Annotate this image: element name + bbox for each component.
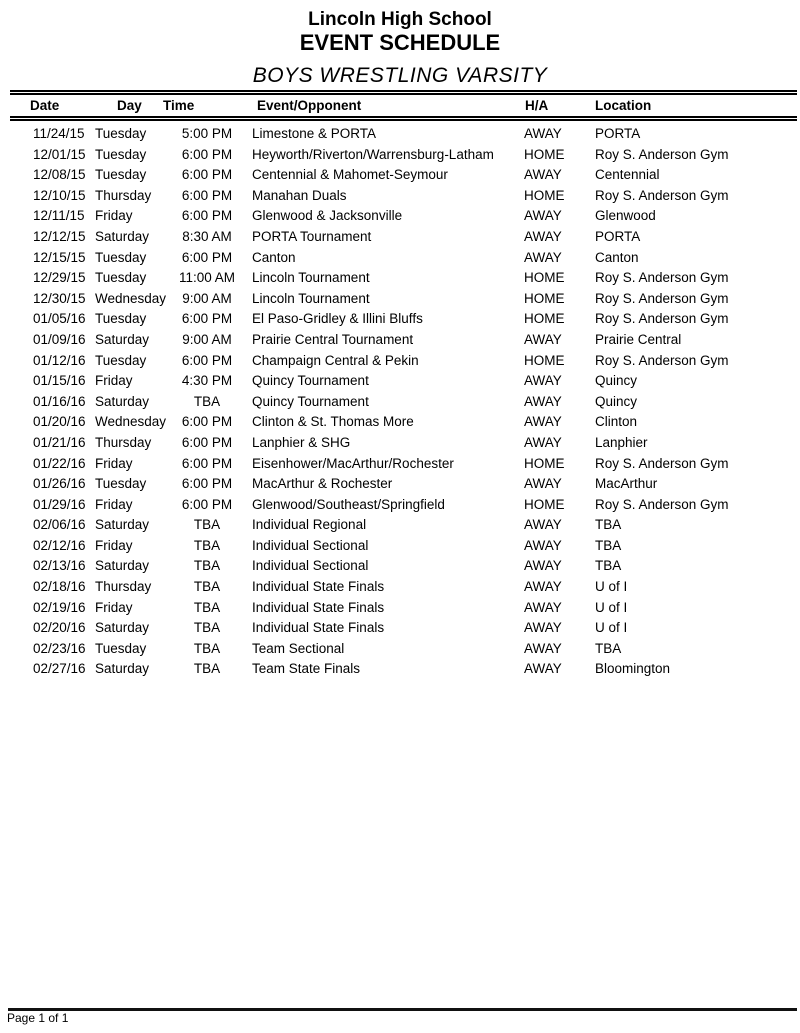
cell-event-opponent: Individual State Finals [252,579,385,595]
table-header-row [10,90,797,121]
cell-location: Roy S. Anderson Gym [595,352,729,368]
table-row [10,248,797,269]
header-time: Time [163,98,195,113]
table-row [10,536,797,557]
cell-day: Saturday [95,331,150,347]
cell-time: 6:00 PM [181,187,233,203]
cell-time: 5:00 PM [181,126,233,141]
cell-event-opponent: Heyworth/Riverton/Warrensburg-Latham [252,146,494,162]
cell-time: 6:00 PM [181,249,233,265]
cell-event-opponent: Individual Sectional [252,537,369,553]
table-body [10,121,797,680]
cell-event-opponent: El Paso-Gridley & Illini Bluffs [252,311,423,327]
cell-location: Roy S. Anderson Gym [595,455,729,471]
table-row [10,556,797,577]
cell-home-away: AWAY [524,476,562,492]
cell-day: Tuesday [95,352,147,368]
cell-day: Saturday [95,228,150,244]
cell-event-opponent: Individual Regional [252,517,367,533]
cell-time: 6:00 PM [181,496,233,512]
cell-home-away: AWAY [524,537,562,553]
table-row [10,186,797,207]
cell-home-away: HOME [524,187,565,203]
cell-home-away: AWAY [524,208,562,224]
cell-date: 01/15/16 [33,373,86,389]
table-row [10,495,797,516]
cell-home-away: HOME [524,270,565,286]
cell-day: Tuesday [95,167,147,183]
cell-home-away: AWAY [524,228,562,244]
document-header [0,0,800,88]
cell-location: Roy S. Anderson Gym [595,496,729,512]
cell-time: 6:00 PM [181,146,233,162]
cell-time: TBA [193,579,221,595]
cell-date: 12/01/15 [33,146,86,162]
cell-time: 6:00 PM [181,167,233,183]
cell-date: 01/22/16 [33,455,86,471]
cell-event-opponent: Prairie Central Tournament [252,331,414,347]
header-home-away: H/A [525,98,549,113]
cell-date: 12/29/15 [33,270,86,286]
cell-date: 02/19/16 [33,599,86,615]
cell-date: 01/29/16 [33,496,86,512]
cell-day: Thursday [95,434,152,450]
cell-location: Roy S. Anderson Gym [595,311,729,327]
table-row [10,206,797,227]
table-row [10,412,797,433]
cell-event-opponent: Quincy Tournament [252,393,369,409]
header-date: Date [30,98,60,113]
cell-event-opponent: Manahan Duals [252,187,347,203]
table-row [10,289,797,310]
cell-location: Canton [595,249,639,265]
cell-event-opponent: Champaign Central & Pekin [252,352,419,368]
cell-date: 12/30/15 [33,290,86,306]
cell-location: Lanphier [595,434,648,450]
cell-home-away: AWAY [524,661,562,677]
cell-home-away: AWAY [524,249,562,265]
cell-event-opponent: Canton [252,249,296,265]
cell-date: 01/12/16 [33,352,86,368]
cell-event-opponent: Glenwood/Southeast/Springfield [252,496,445,512]
cell-home-away: AWAY [524,620,562,636]
cell-home-away: AWAY [524,640,562,656]
cell-location: Roy S. Anderson Gym [595,270,729,286]
table-row [10,577,797,598]
cell-day: Tuesday [95,311,147,327]
cell-date: 12/12/15 [33,228,86,244]
cell-date: 02/23/16 [33,640,86,656]
table-row [10,124,797,145]
table-row [10,330,797,351]
cell-location: Roy S. Anderson Gym [595,290,729,306]
cell-day: Saturday [95,393,150,409]
cell-location: TBA [595,537,622,553]
cell-location: TBA [595,558,622,574]
cell-date: 11/24/15 [33,126,85,141]
table-row [10,351,797,372]
cell-time: TBA [193,393,221,409]
cell-day: Tuesday [95,270,147,286]
schedule-table [10,90,797,680]
cell-day: Tuesday [95,476,147,492]
header-location: Location [595,98,652,113]
header-day: Day [117,98,142,113]
cell-location: U of I [595,620,628,636]
cell-event-opponent: Limestone & PORTA [252,126,377,141]
cell-day: Friday [95,599,133,615]
cell-date: 01/16/16 [33,393,86,409]
cell-event-opponent: Clinton & St. Thomas More [252,414,414,430]
cell-date: 02/06/16 [33,517,86,533]
cell-date: 12/15/15 [33,249,86,265]
cell-time: 6:00 PM [181,476,233,492]
header-event-opponent: Event/Opponent [257,98,362,113]
cell-time: 11:00 AM [178,270,236,286]
cell-day: Wednesday [95,290,167,306]
cell-time: TBA [193,537,221,553]
table-row [10,145,797,166]
cell-time: TBA [193,661,221,677]
cell-date: 12/08/15 [33,167,86,183]
cell-home-away: AWAY [524,579,562,595]
cell-home-away: AWAY [524,373,562,389]
cell-day: Thursday [95,579,152,595]
table-row [10,227,797,248]
cell-date: 02/27/16 [33,661,86,677]
cell-event-opponent: Individual State Finals [252,599,385,615]
cell-day: Tuesday [95,640,147,656]
cell-location: U of I [595,599,628,615]
cell-event-opponent: Eisenhower/MacArthur/Rochester [252,455,454,471]
cell-day: Friday [95,373,133,389]
cell-time: 9:00 AM [182,331,232,347]
cell-time: 8:30 AM [182,228,232,244]
school-name: Lincoln High School [308,9,492,30]
cell-home-away: HOME [524,311,565,327]
table-row [10,165,797,186]
cell-time: 6:00 PM [181,434,233,450]
cell-day: Wednesday [95,414,167,430]
cell-location: Centennial [595,167,660,183]
cell-event-opponent: Glenwood & Jacksonville [252,208,403,224]
table-row [10,309,797,330]
table-row [10,433,797,454]
cell-location: Clinton [595,414,638,430]
footer-divider [8,1008,797,1011]
cell-day: Saturday [95,661,150,677]
cell-day: Saturday [95,517,150,533]
cell-location: PORTA [595,126,641,141]
cell-location: U of I [595,579,628,595]
cell-location: TBA [595,517,622,533]
cell-date: 12/10/15 [33,187,86,203]
cell-location: Quincy [595,393,638,409]
table-row [10,454,797,475]
cell-home-away: HOME [524,496,565,512]
cell-home-away: AWAY [524,126,562,141]
cell-time: 6:00 PM [181,352,233,368]
cell-event-opponent: Lincoln Tournament [252,270,370,286]
cell-event-opponent: Team Sectional [252,640,345,656]
cell-location: Bloomington [595,661,671,677]
table-row [10,371,797,392]
cell-home-away: AWAY [524,599,562,615]
cell-day: Friday [95,208,133,224]
cell-day: Tuesday [95,249,147,265]
cell-home-away: AWAY [524,393,562,409]
cell-event-opponent: Centennial & Mahomet-Seymour [252,167,448,183]
cell-date: 02/18/16 [33,579,86,595]
cell-time: 9:00 AM [182,290,232,306]
cell-day: Tuesday [95,146,147,162]
team-subtitle: BOYS WRESTLING VARSITY [252,64,548,87]
cell-time: 4:30 PM [181,373,233,389]
cell-date: 12/11/15 [33,208,85,224]
cell-location: MacArthur [595,476,658,492]
cell-date: 01/20/16 [33,414,86,430]
document-title: EVENT SCHEDULE [299,30,501,55]
cell-location: Prairie Central [595,331,682,347]
cell-day: Friday [95,537,133,553]
cell-time: TBA [193,517,221,533]
cell-event-opponent: Individual Sectional [252,558,369,574]
cell-day: Friday [95,496,133,512]
cell-time: 6:00 PM [181,414,233,430]
cell-home-away: AWAY [524,558,562,574]
cell-time: 6:00 PM [181,455,233,471]
cell-location: Glenwood [595,208,656,224]
cell-time: 6:00 PM [181,311,233,327]
cell-day: Friday [95,455,133,471]
page-number: Page 1 of 1 [7,1011,69,1025]
cell-location: Roy S. Anderson Gym [595,187,729,203]
cell-home-away: HOME [524,146,565,162]
cell-home-away: AWAY [524,414,562,430]
cell-event-opponent: PORTA Tournament [252,228,372,244]
cell-date: 01/05/16 [33,311,86,327]
cell-date: 02/20/16 [33,620,86,636]
cell-home-away: HOME [524,352,565,368]
cell-date: 02/12/16 [33,537,86,553]
cell-event-opponent: Team State Finals [252,661,361,677]
cell-date: 02/13/16 [33,558,86,574]
cell-event-opponent: MacArthur & Rochester [252,476,393,492]
cell-day: Saturday [95,558,150,574]
cell-event-opponent: Lincoln Tournament [252,290,370,306]
cell-event-opponent: Individual State Finals [252,620,385,636]
cell-location: PORTA [595,228,641,244]
cell-home-away: AWAY [524,434,562,450]
table-row [10,598,797,619]
table-row [10,515,797,536]
cell-date: 01/21/16 [33,434,86,450]
cell-day: Saturday [95,620,150,636]
cell-time: TBA [193,620,221,636]
table-row [10,659,797,680]
cell-day: Tuesday [95,126,147,141]
cell-location: TBA [595,640,622,656]
cell-home-away: AWAY [524,331,562,347]
cell-event-opponent: Lanphier & SHG [252,434,351,450]
table-row [10,639,797,660]
table-row [10,618,797,639]
cell-home-away: HOME [524,455,565,471]
cell-location: Quincy [595,373,638,389]
table-row [10,474,797,495]
cell-time: TBA [193,640,221,656]
table-row [10,392,797,413]
cell-time: 6:00 PM [181,208,233,224]
cell-day: Thursday [95,187,152,203]
cell-event-opponent: Quincy Tournament [252,373,369,389]
cell-time: TBA [193,599,221,615]
table-row [10,268,797,289]
cell-date: 01/09/16 [33,331,86,347]
cell-home-away: AWAY [524,517,562,533]
cell-location: Roy S. Anderson Gym [595,146,729,162]
cell-home-away: AWAY [524,167,562,183]
cell-home-away: HOME [524,290,565,306]
cell-time: TBA [193,558,221,574]
cell-date: 01/26/16 [33,476,86,492]
